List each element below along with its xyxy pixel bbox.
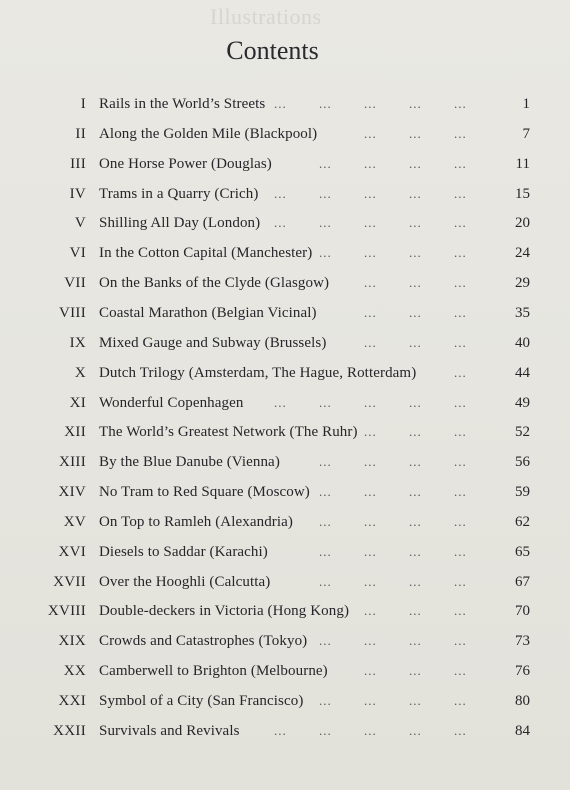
page-title: Contents — [226, 36, 319, 65]
toc-entry — [0, 537, 570, 567]
bleed-through-text: Illustrations — [210, 4, 322, 29]
leader-dot: ... — [274, 215, 287, 231]
toc-entry — [0, 208, 570, 238]
toc-entry — [0, 656, 570, 686]
page-number: 52 — [515, 424, 530, 441]
leader-dot: ... — [409, 96, 422, 111]
toc-entry — [0, 447, 570, 477]
leader-dot: ... — [364, 543, 377, 559]
leader-dot: ... — [364, 334, 377, 350]
chapter-numeral: XX — [63, 663, 86, 680]
chapter-title: Along the Golden Mile (Blackpool) — [99, 125, 318, 142]
leader-dot: ... — [409, 573, 422, 589]
leader-dot: ... — [454, 573, 467, 589]
page-number: 1 — [522, 96, 530, 112]
leader-dot: ... — [364, 573, 377, 589]
leader-dot: ... — [454, 394, 467, 410]
chapter-numeral: XVI — [58, 543, 86, 560]
leader-dot: ... — [319, 394, 332, 410]
toc-entry — [0, 507, 570, 537]
leader-dots — [0, 477, 570, 507]
leader-dot: ... — [319, 215, 332, 231]
toc-entry — [0, 388, 570, 418]
leader-dots — [0, 208, 570, 238]
leader-dot: ... — [364, 96, 377, 111]
leader-dot: ... — [454, 603, 467, 619]
leader-dot: ... — [409, 245, 422, 261]
leader-dot: ... — [364, 693, 377, 708]
page-number: 80 — [515, 693, 530, 709]
chapter-numeral: VII — [64, 275, 86, 292]
leader-dot: ... — [319, 96, 332, 111]
leader-dot: ... — [454, 513, 467, 529]
page-number: 11 — [515, 155, 530, 172]
leader-dot: ... — [319, 245, 332, 261]
leader-dot: ... — [409, 424, 422, 440]
leader-dot: ... — [364, 185, 377, 201]
chapter-numeral: XVIII — [47, 603, 86, 620]
leader-dot: ... — [454, 185, 467, 201]
leader-dots — [0, 149, 570, 179]
chapter-title: By the Blue Danube (Vienna) — [99, 454, 280, 471]
leader-dot: ... — [409, 603, 422, 619]
leader-dots — [0, 89, 570, 119]
leader-dot: ... — [319, 693, 332, 708]
page-number: 67 — [515, 573, 530, 590]
leader-dot: ... — [364, 304, 377, 320]
leader-dot: ... — [409, 722, 422, 738]
leader-dot: ... — [454, 125, 467, 141]
leader-dot: ... — [364, 603, 377, 619]
leader-dot: ... — [364, 125, 377, 141]
leader-dot: ... — [454, 663, 467, 679]
chapter-title: One Horse Power (Douglas) — [99, 155, 272, 172]
leader-dot: ... — [454, 96, 467, 111]
page-number: 7 — [522, 125, 530, 142]
toc-entry — [0, 149, 570, 179]
chapter-title: Over the Hooghli (Calcutta) — [99, 573, 271, 590]
chapter-title: Mixed Gauge and Subway (Brussels) — [99, 334, 327, 351]
leader-dot: ... — [454, 693, 467, 708]
leader-dot: ... — [319, 722, 332, 738]
chapter-title: Trams in a Quarry (Crich) — [99, 185, 259, 202]
leader-dot: ... — [409, 334, 422, 350]
leader-dot: ... — [454, 364, 467, 380]
page-number: 49 — [515, 394, 530, 411]
chapter-title: Wonderful Copenhagen — [99, 394, 244, 411]
leader-dot: ... — [319, 543, 332, 559]
leader-dots — [0, 268, 570, 298]
chapter-numeral: XXII — [53, 722, 86, 739]
leader-dot: ... — [319, 185, 332, 201]
chapter-numeral: XIX — [58, 633, 86, 650]
chapter-numeral: XIII — [58, 454, 86, 471]
chapter-numeral: X — [74, 364, 86, 381]
toc-entry — [0, 238, 570, 268]
leader-dot: ... — [364, 245, 377, 261]
toc-entry — [0, 119, 570, 149]
leader-dot: ... — [454, 215, 467, 231]
page-number: 65 — [515, 543, 530, 560]
chapter-title: Crowds and Catastrophes (Tokyo) — [99, 633, 308, 650]
chapter-numeral: I — [80, 96, 86, 112]
leader-dot: ... — [364, 454, 377, 470]
leader-dot: ... — [409, 693, 422, 708]
leader-dot: ... — [319, 633, 332, 649]
toc-entry — [0, 268, 570, 298]
leader-dot: ... — [454, 155, 467, 171]
chapter-numeral: XI — [69, 394, 86, 411]
chapter-title: On Top to Ramleh (Alexandria) — [99, 513, 294, 530]
leader-dots — [0, 716, 570, 746]
leader-dots — [0, 179, 570, 209]
page-number: 44 — [515, 364, 530, 381]
leader-dots — [0, 507, 570, 537]
chapter-numeral: III — [70, 155, 86, 172]
leader-dot: ... — [454, 484, 467, 500]
leader-dots — [0, 537, 570, 567]
leader-dot: ... — [409, 484, 422, 500]
chapter-title: Survivals and Revivals — [99, 722, 240, 739]
toc-entry — [0, 626, 570, 656]
page-number: 73 — [515, 633, 530, 650]
leader-dot: ... — [364, 275, 377, 291]
leader-dot: ... — [364, 513, 377, 529]
page-number: 84 — [515, 722, 530, 739]
page-number: 35 — [515, 304, 530, 321]
page-number: 56 — [515, 454, 530, 471]
leader-dots — [0, 119, 570, 149]
leader-dot: ... — [454, 633, 467, 649]
toc-entry — [0, 298, 570, 328]
toc-entry — [0, 417, 570, 447]
toc-entry — [0, 358, 570, 388]
leader-dot: ... — [454, 543, 467, 559]
leader-dot: ... — [409, 454, 422, 470]
leader-dots — [0, 417, 570, 447]
leader-dots — [0, 656, 570, 686]
leader-dot: ... — [409, 633, 422, 649]
chapter-numeral: XIV — [58, 484, 86, 501]
leader-dot: ... — [274, 394, 287, 410]
leader-dot: ... — [364, 215, 377, 231]
toc-entry — [0, 89, 570, 119]
chapter-numeral: XVII — [53, 573, 86, 590]
chapter-title: Coastal Marathon (Belgian Vicinal) — [99, 304, 317, 321]
toc-entry — [0, 179, 570, 209]
leader-dot: ... — [409, 125, 422, 141]
leader-dots — [0, 298, 570, 328]
chapter-numeral: VIII — [58, 304, 86, 321]
leader-dot: ... — [409, 513, 422, 529]
leader-dot: ... — [454, 424, 467, 440]
leader-dots — [0, 686, 570, 716]
leader-dot: ... — [409, 215, 422, 231]
page-number: 76 — [515, 663, 530, 680]
page-number: 29 — [515, 275, 530, 292]
leader-dots — [0, 238, 570, 268]
toc-entry — [0, 328, 570, 358]
leader-dot: ... — [409, 543, 422, 559]
leader-dot: ... — [319, 484, 332, 500]
chapter-title: No Tram to Red Square (Moscow) — [99, 484, 310, 501]
page-number: 15 — [515, 185, 530, 202]
toc-entry — [0, 477, 570, 507]
page-number: 40 — [515, 334, 530, 351]
leader-dot: ... — [364, 484, 377, 500]
chapter-numeral: V — [74, 215, 86, 232]
leader-dot: ... — [409, 663, 422, 679]
leader-dot: ... — [409, 275, 422, 291]
toc-entry — [0, 686, 570, 716]
chapter-numeral: VI — [69, 245, 86, 262]
leader-dots — [0, 626, 570, 656]
page-number: 24 — [515, 245, 530, 262]
leader-dots — [0, 447, 570, 477]
chapter-title: Camberwell to Brighton (Melbourne) — [99, 663, 328, 680]
leader-dot: ... — [454, 334, 467, 350]
leader-dot: ... — [319, 454, 332, 470]
leader-dot: ... — [454, 275, 467, 291]
leader-dot: ... — [319, 573, 332, 589]
leader-dot: ... — [274, 96, 287, 111]
leader-dot: ... — [454, 722, 467, 738]
leader-dot: ... — [454, 304, 467, 320]
chapter-title: Rails in the World’s Streets — [99, 96, 266, 112]
leader-dot: ... — [364, 394, 377, 410]
leader-dots — [0, 358, 570, 388]
page-number: 70 — [515, 603, 530, 620]
leader-dot: ... — [409, 394, 422, 410]
leader-dot: ... — [409, 155, 422, 171]
chapter-numeral: XXI — [58, 693, 86, 709]
leader-dots — [0, 328, 570, 358]
chapter-title: On the Banks of the Clyde (Glasgow) — [99, 275, 330, 292]
leader-dot: ... — [364, 155, 377, 171]
leader-dot: ... — [364, 424, 377, 440]
chapter-title: In the Cotton Capital (Manchester) — [99, 245, 313, 262]
toc-entry — [0, 567, 570, 597]
chapter-title: Double-deckers in Victoria (Hong Kong) — [99, 603, 350, 620]
page-number: 62 — [515, 513, 530, 530]
leader-dot: ... — [454, 245, 467, 261]
leader-dots — [0, 567, 570, 597]
chapter-numeral: II — [75, 125, 86, 142]
leader-dot: ... — [364, 722, 377, 738]
chapter-numeral: IX — [69, 334, 86, 351]
chapter-numeral: IV — [69, 185, 86, 202]
leader-dot: ... — [274, 722, 287, 738]
chapter-title: The World’s Greatest Network (The Ruhr) — [99, 424, 358, 441]
page-number: 59 — [515, 484, 530, 501]
leader-dot: ... — [409, 304, 422, 320]
leader-dots — [0, 596, 570, 626]
chapter-title: Diesels to Saddar (Karachi) — [99, 543, 268, 560]
leader-dot: ... — [319, 513, 332, 529]
leader-dot: ... — [364, 633, 377, 649]
chapter-numeral: XV — [63, 513, 86, 530]
chapter-title: Symbol of a City (San Francisco) — [99, 693, 304, 709]
leader-dot: ... — [319, 155, 332, 171]
leader-dot: ... — [409, 185, 422, 201]
chapter-title: Shilling All Day (London) — [99, 215, 261, 232]
chapter-numeral: XII — [64, 424, 86, 441]
toc-entry — [0, 596, 570, 626]
page-number: 20 — [515, 215, 530, 232]
leader-dots — [0, 388, 570, 418]
toc-entry — [0, 716, 570, 746]
leader-dot: ... — [364, 663, 377, 679]
leader-dot: ... — [454, 454, 467, 470]
chapter-title: Dutch Trilogy (Amsterdam, The Hague, Rotterdam) — [99, 364, 417, 381]
leader-dot: ... — [274, 185, 287, 201]
